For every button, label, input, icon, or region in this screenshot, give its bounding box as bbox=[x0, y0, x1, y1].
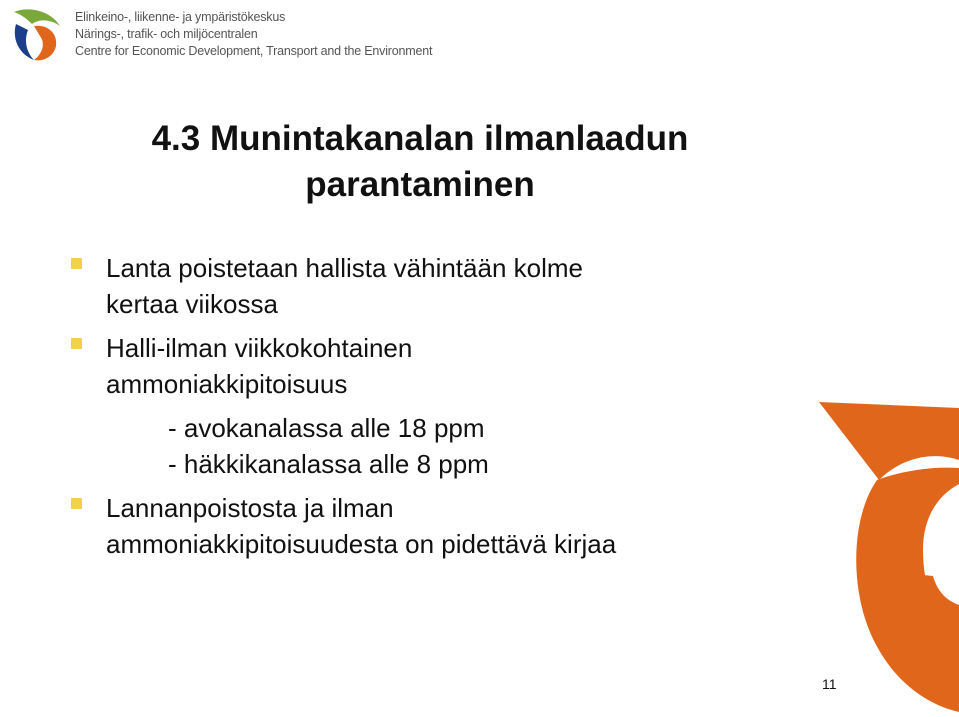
bullet-line: Halli-ilman viikkokohtainen bbox=[106, 333, 413, 363]
sub-bullet-text bbox=[168, 410, 489, 482]
page-number: 11 bbox=[822, 676, 837, 692]
slide-title-line-2: parantaminen bbox=[305, 165, 535, 204]
decorative-orange-logo-graphic bbox=[819, 400, 959, 717]
org-name-english: Centre for Economic Development, Transport and the Environment bbox=[75, 44, 433, 58]
bullet-square-icon bbox=[71, 498, 82, 509]
bullet-line: kertaa viikossa bbox=[106, 289, 278, 319]
slide-title bbox=[0, 116, 840, 208]
sub-bullet-line: - häkkikanalassa alle 8 ppm bbox=[168, 449, 489, 479]
sub-bullet-line: - avokanalassa alle 18 ppm bbox=[168, 413, 485, 443]
bullet-text bbox=[106, 250, 583, 322]
bullet-line: ammoniakkipitoisuudesta on pidettävä kirjaa bbox=[106, 529, 617, 559]
bullet-text bbox=[106, 490, 616, 562]
bullet-line: Lanta poistetaan hallista vähintään kolme bbox=[106, 253, 583, 283]
ely-logo-icon bbox=[6, 4, 64, 62]
org-name-swedish: Närings-, trafik- och miljöcentralen bbox=[75, 27, 258, 41]
bullet-line: ammoniakkipitoisuus bbox=[106, 369, 348, 399]
bullet-line: Lannanpoistosta ja ilman bbox=[106, 493, 394, 523]
bullet-text bbox=[106, 330, 412, 402]
slide-title-line-1: 4.3 Munintakanalan ilmanlaadun bbox=[151, 119, 689, 158]
org-name-finnish: Elinkeino-, liikenne- ja ympäristökeskus bbox=[75, 10, 286, 24]
bullet-square-icon bbox=[71, 258, 82, 269]
organization-names bbox=[75, 9, 432, 60]
bullet-square-icon bbox=[71, 338, 82, 349]
